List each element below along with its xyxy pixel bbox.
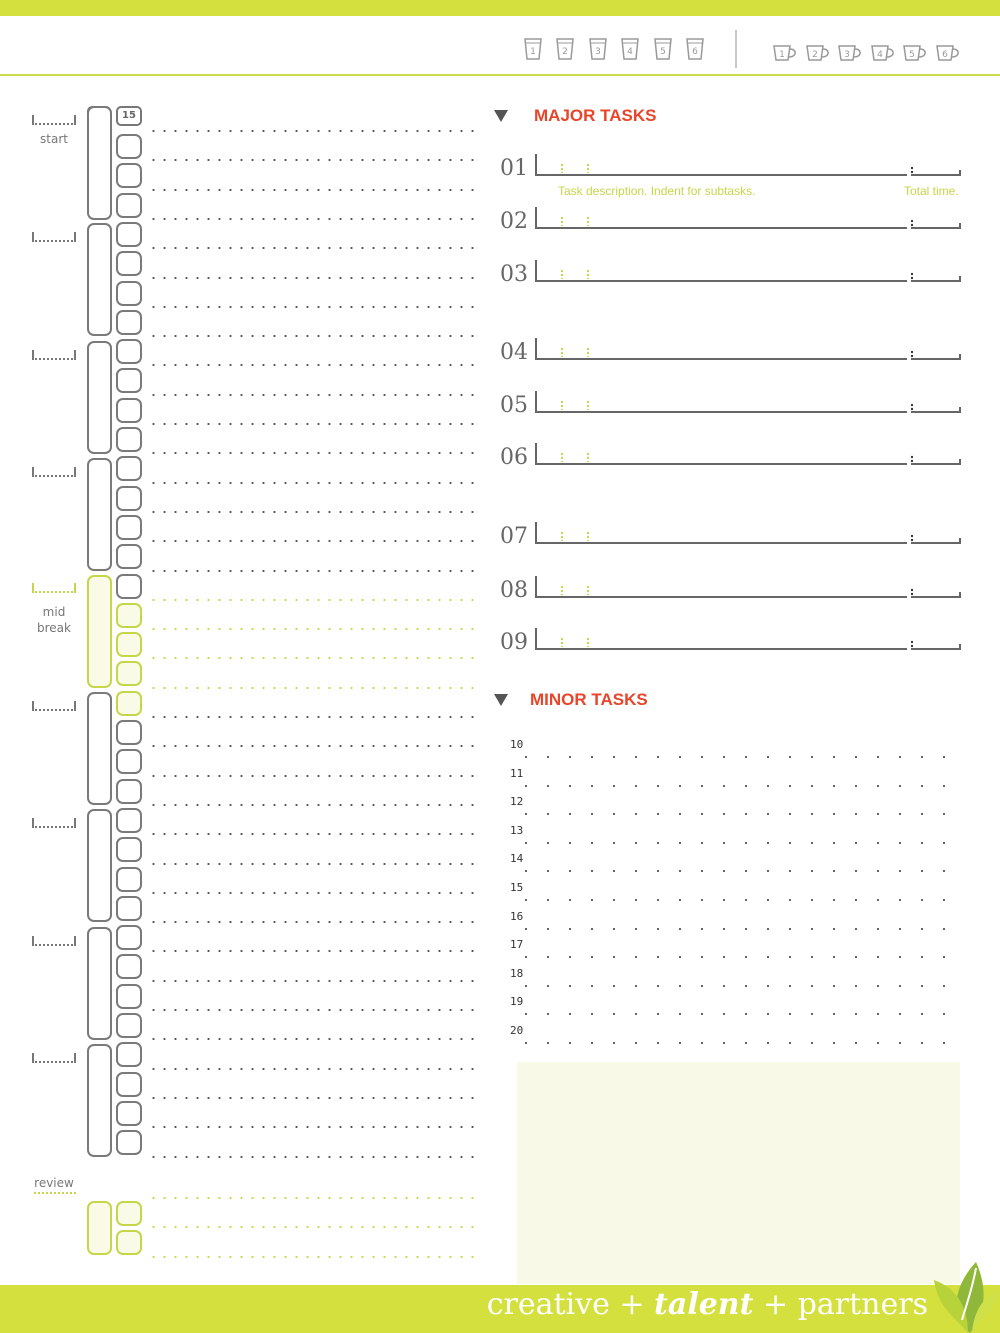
hour-tick-mark	[32, 350, 76, 360]
break-label: break	[37, 621, 71, 635]
svg-text:2: 2	[562, 47, 569, 57]
minor-task-number: 16	[510, 909, 524, 923]
quarter-hour-slot[interactable]	[116, 427, 142, 452]
quarter-hour-slot[interactable]	[116, 661, 142, 686]
quarter-hour-slot[interactable]	[116, 193, 142, 218]
svg-text:5: 5	[659, 47, 666, 57]
svg-text:1: 1	[530, 47, 536, 57]
time-dotted-line	[148, 364, 478, 366]
water-glass-icon[interactable]	[556, 38, 574, 60]
task-number: 09	[500, 630, 528, 655]
time-dotted-line	[148, 687, 478, 689]
minor-task-number: 12	[510, 795, 524, 809]
task-number: 08	[500, 578, 528, 603]
quarter-hour-slot[interactable]	[116, 1072, 142, 1097]
quarter-hour-slot[interactable]	[116, 1013, 142, 1038]
minor-task-number: 13	[510, 823, 524, 837]
task-number: 02	[500, 209, 528, 234]
water-glass-icon[interactable]	[524, 38, 542, 60]
quarter-hour-slot[interactable]	[116, 515, 142, 540]
minor-task-number: 18	[510, 966, 524, 980]
time-dotted-line	[148, 394, 478, 396]
quarter-hour-slot[interactable]	[116, 310, 142, 335]
task-number: 07	[500, 524, 528, 549]
quarter-hour-slot[interactable]	[116, 691, 142, 716]
time-dotted-line	[148, 482, 478, 484]
major-tasks-title: MAJOR TASKS	[534, 106, 657, 125]
hour-tick-mark	[32, 1053, 76, 1063]
time-dotted-line	[148, 628, 478, 630]
notes-box[interactable]	[517, 1062, 960, 1284]
header-rule	[0, 74, 1000, 76]
minor-task-line[interactable]	[515, 928, 965, 930]
total-time-hint: Total time.	[904, 184, 959, 198]
time-dotted-line	[148, 657, 478, 659]
quarter-hour-slot[interactable]	[116, 544, 142, 569]
task-number: 01	[500, 156, 528, 181]
quarter-hour-slot[interactable]	[116, 251, 142, 276]
quarter-hour-slot[interactable]	[116, 456, 142, 481]
quarter-hour-slot[interactable]	[116, 222, 142, 247]
quarter-hour-slot[interactable]	[116, 720, 142, 745]
quarter-hour-slot[interactable]	[116, 1042, 142, 1067]
time-dotted-line	[148, 306, 478, 308]
hour-block[interactable]	[87, 1044, 112, 1157]
quarter-hour-slot[interactable]	[116, 1101, 142, 1126]
hour-block[interactable]	[87, 809, 112, 922]
time-dotted-line	[148, 189, 478, 191]
hour-tick-mark	[32, 818, 76, 828]
major-task-line[interactable]	[535, 391, 961, 413]
water-glass-icon[interactable]	[654, 38, 672, 60]
minor-task-line[interactable]	[515, 1013, 965, 1015]
major-task-line[interactable]	[535, 443, 961, 465]
minor-task-number: 10	[510, 738, 524, 751]
fifteen-minute-header: 15	[116, 106, 142, 126]
coffee-cup-icon[interactable]	[772, 44, 798, 62]
hour-tick-mark	[32, 115, 76, 125]
task-number: 03	[500, 262, 528, 287]
quarter-hour-slot[interactable]	[116, 603, 142, 628]
major-task-line[interactable]	[535, 207, 961, 229]
minor-task-line[interactable]	[515, 956, 965, 958]
mid-label: mid	[42, 605, 66, 619]
coffee-cup-icon[interactable]	[870, 44, 896, 62]
quarter-hour-slot[interactable]	[116, 574, 142, 599]
time-dotted-line	[148, 570, 478, 572]
svg-text:2: 2	[811, 50, 818, 60]
quarter-hour-slot[interactable]	[116, 779, 142, 804]
coffee-cup-icon[interactable]	[902, 44, 928, 62]
brand-part-creative: creative +	[486, 1287, 655, 1322]
major-task-line[interactable]	[535, 154, 961, 176]
time-dotted-line	[148, 1038, 478, 1040]
quarter-hour-slot[interactable]	[116, 749, 142, 774]
major-task-line[interactable]	[535, 338, 961, 360]
brand-part-talent: talent	[654, 1287, 754, 1322]
time-dotted-line	[148, 1097, 478, 1099]
quarter-hour-slot[interactable]	[116, 1130, 142, 1155]
coffee-cup-icon[interactable]	[935, 44, 961, 62]
svg-text:3: 3	[594, 47, 601, 57]
svg-text:4: 4	[627, 47, 634, 57]
time-dotted-line	[148, 540, 478, 542]
time-dotted-line	[148, 980, 478, 982]
review-dotted-line	[148, 1256, 478, 1258]
quarter-hour-slot[interactable]	[116, 281, 142, 306]
quarter-hour-slot[interactable]	[116, 837, 142, 862]
quarter-hour-slot[interactable]	[116, 134, 142, 159]
minor-task-number: 19	[510, 995, 524, 1009]
svg-text:6: 6	[692, 47, 698, 57]
hour-tick-mark	[32, 583, 76, 593]
quarter-hour-slot[interactable]	[116, 398, 142, 423]
task-number: 04	[500, 340, 528, 365]
time-dotted-line	[148, 1009, 478, 1011]
time-dotted-line	[148, 775, 478, 777]
minor-task-line[interactable]	[515, 842, 965, 844]
hour-block[interactable]	[87, 692, 112, 805]
quarter-hour-slot[interactable]	[116, 486, 142, 511]
time-dotted-line	[148, 335, 478, 337]
start-label: start	[40, 132, 68, 146]
quarter-hour-slot[interactable]	[116, 808, 142, 833]
minor-task-line[interactable]	[515, 985, 965, 987]
water-glass-icon[interactable]	[589, 38, 607, 60]
task-description-hint: Task description. Indent for subtasks.	[558, 184, 756, 198]
time-dotted-line	[148, 1068, 478, 1070]
svg-text:1: 1	[779, 50, 785, 60]
minor-task-number: 15	[510, 881, 524, 894]
time-dotted-line	[148, 218, 478, 220]
quarter-hour-slot[interactable]	[116, 896, 142, 921]
time-dotted-line	[148, 863, 478, 865]
quarter-hour-slot[interactable]	[116, 867, 142, 892]
review-quarter-slot[interactable]	[116, 1230, 142, 1255]
hour-block[interactable]	[87, 223, 112, 336]
time-dotted-line	[148, 599, 478, 601]
minor-tasks-title: MINOR TASKS	[530, 690, 648, 709]
time-dotted-line	[148, 159, 478, 161]
hour-block[interactable]	[87, 927, 112, 1040]
time-dotted-line	[148, 452, 478, 454]
quarter-hour-slot[interactable]	[116, 632, 142, 657]
time-dotted-line	[148, 892, 478, 894]
coffee-cup-icon[interactable]	[837, 44, 863, 62]
time-dotted-line	[148, 423, 478, 425]
hour-block[interactable]	[87, 106, 112, 220]
major-task-line[interactable]	[535, 628, 961, 650]
brand-wordmark	[487, 1287, 928, 1322]
hour-tick-mark	[32, 701, 76, 711]
minor-task-line[interactable]	[515, 899, 965, 901]
task-number: 05	[500, 393, 528, 418]
time-dotted-line	[148, 247, 478, 249]
water-glass-icon[interactable]	[686, 38, 704, 60]
svg-text:6: 6	[942, 50, 948, 60]
review-underline	[34, 1192, 76, 1194]
task-number: 06	[500, 445, 528, 470]
svg-text:3: 3	[844, 50, 851, 60]
leaf-logo-icon	[932, 1250, 1000, 1333]
time-dotted-line	[148, 1156, 478, 1158]
minor-task-line[interactable]	[515, 870, 965, 872]
time-dotted-line	[148, 950, 478, 952]
time-dotted-line	[148, 804, 478, 806]
chevron-down-icon	[494, 110, 508, 122]
hour-tick-mark	[32, 936, 76, 946]
brand-part-partners: + partners	[753, 1287, 928, 1322]
review-hour-block[interactable]	[87, 1201, 112, 1255]
break-hour-block[interactable]	[87, 575, 112, 688]
quarter-hour-slot[interactable]	[116, 984, 142, 1009]
review-label: review	[34, 1176, 74, 1190]
svg-text:4: 4	[876, 50, 883, 60]
minor-task-line[interactable]	[515, 813, 965, 815]
coffee-cup-icon[interactable]	[805, 44, 831, 62]
quarter-hour-slot[interactable]	[116, 339, 142, 364]
time-dotted-line	[148, 921, 478, 923]
time-dotted-line	[148, 130, 478, 132]
time-dotted-line	[148, 833, 478, 835]
time-dotted-line	[148, 511, 478, 513]
hour-tick-mark	[32, 467, 76, 477]
review-dotted-line	[148, 1226, 478, 1228]
header-divider	[735, 30, 737, 68]
minor-task-number: 17	[510, 938, 524, 952]
chevron-down-icon	[494, 694, 508, 706]
hour-block[interactable]	[87, 458, 112, 571]
quarter-hour-slot[interactable]	[116, 954, 142, 979]
quarter-hour-slot[interactable]	[116, 163, 142, 188]
minor-task-number: 20	[510, 1024, 524, 1037]
svg-text:5: 5	[909, 50, 916, 60]
review-quarter-slot[interactable]	[116, 1201, 142, 1226]
time-dotted-line	[148, 745, 478, 747]
minor-task-line[interactable]	[515, 785, 965, 787]
time-dotted-line	[148, 277, 478, 279]
top-accent-bar	[0, 0, 1000, 16]
minor-task-number: 14	[510, 852, 524, 866]
quarter-hour-slot[interactable]	[116, 368, 142, 393]
water-glass-icon[interactable]	[621, 38, 639, 60]
minor-task-number: 11	[510, 766, 524, 780]
time-dotted-line	[148, 1126, 478, 1128]
major-task-line[interactable]	[535, 522, 961, 544]
quarter-hour-slot[interactable]	[116, 925, 142, 950]
review-dotted-line	[148, 1197, 478, 1199]
hour-block[interactable]	[87, 341, 112, 454]
hour-tick-mark	[32, 232, 76, 242]
minor-task-line[interactable]	[515, 1042, 965, 1044]
time-dotted-line	[148, 716, 478, 718]
major-task-line[interactable]	[535, 260, 961, 282]
major-task-line[interactable]	[535, 576, 961, 598]
minor-task-line[interactable]	[515, 756, 965, 758]
